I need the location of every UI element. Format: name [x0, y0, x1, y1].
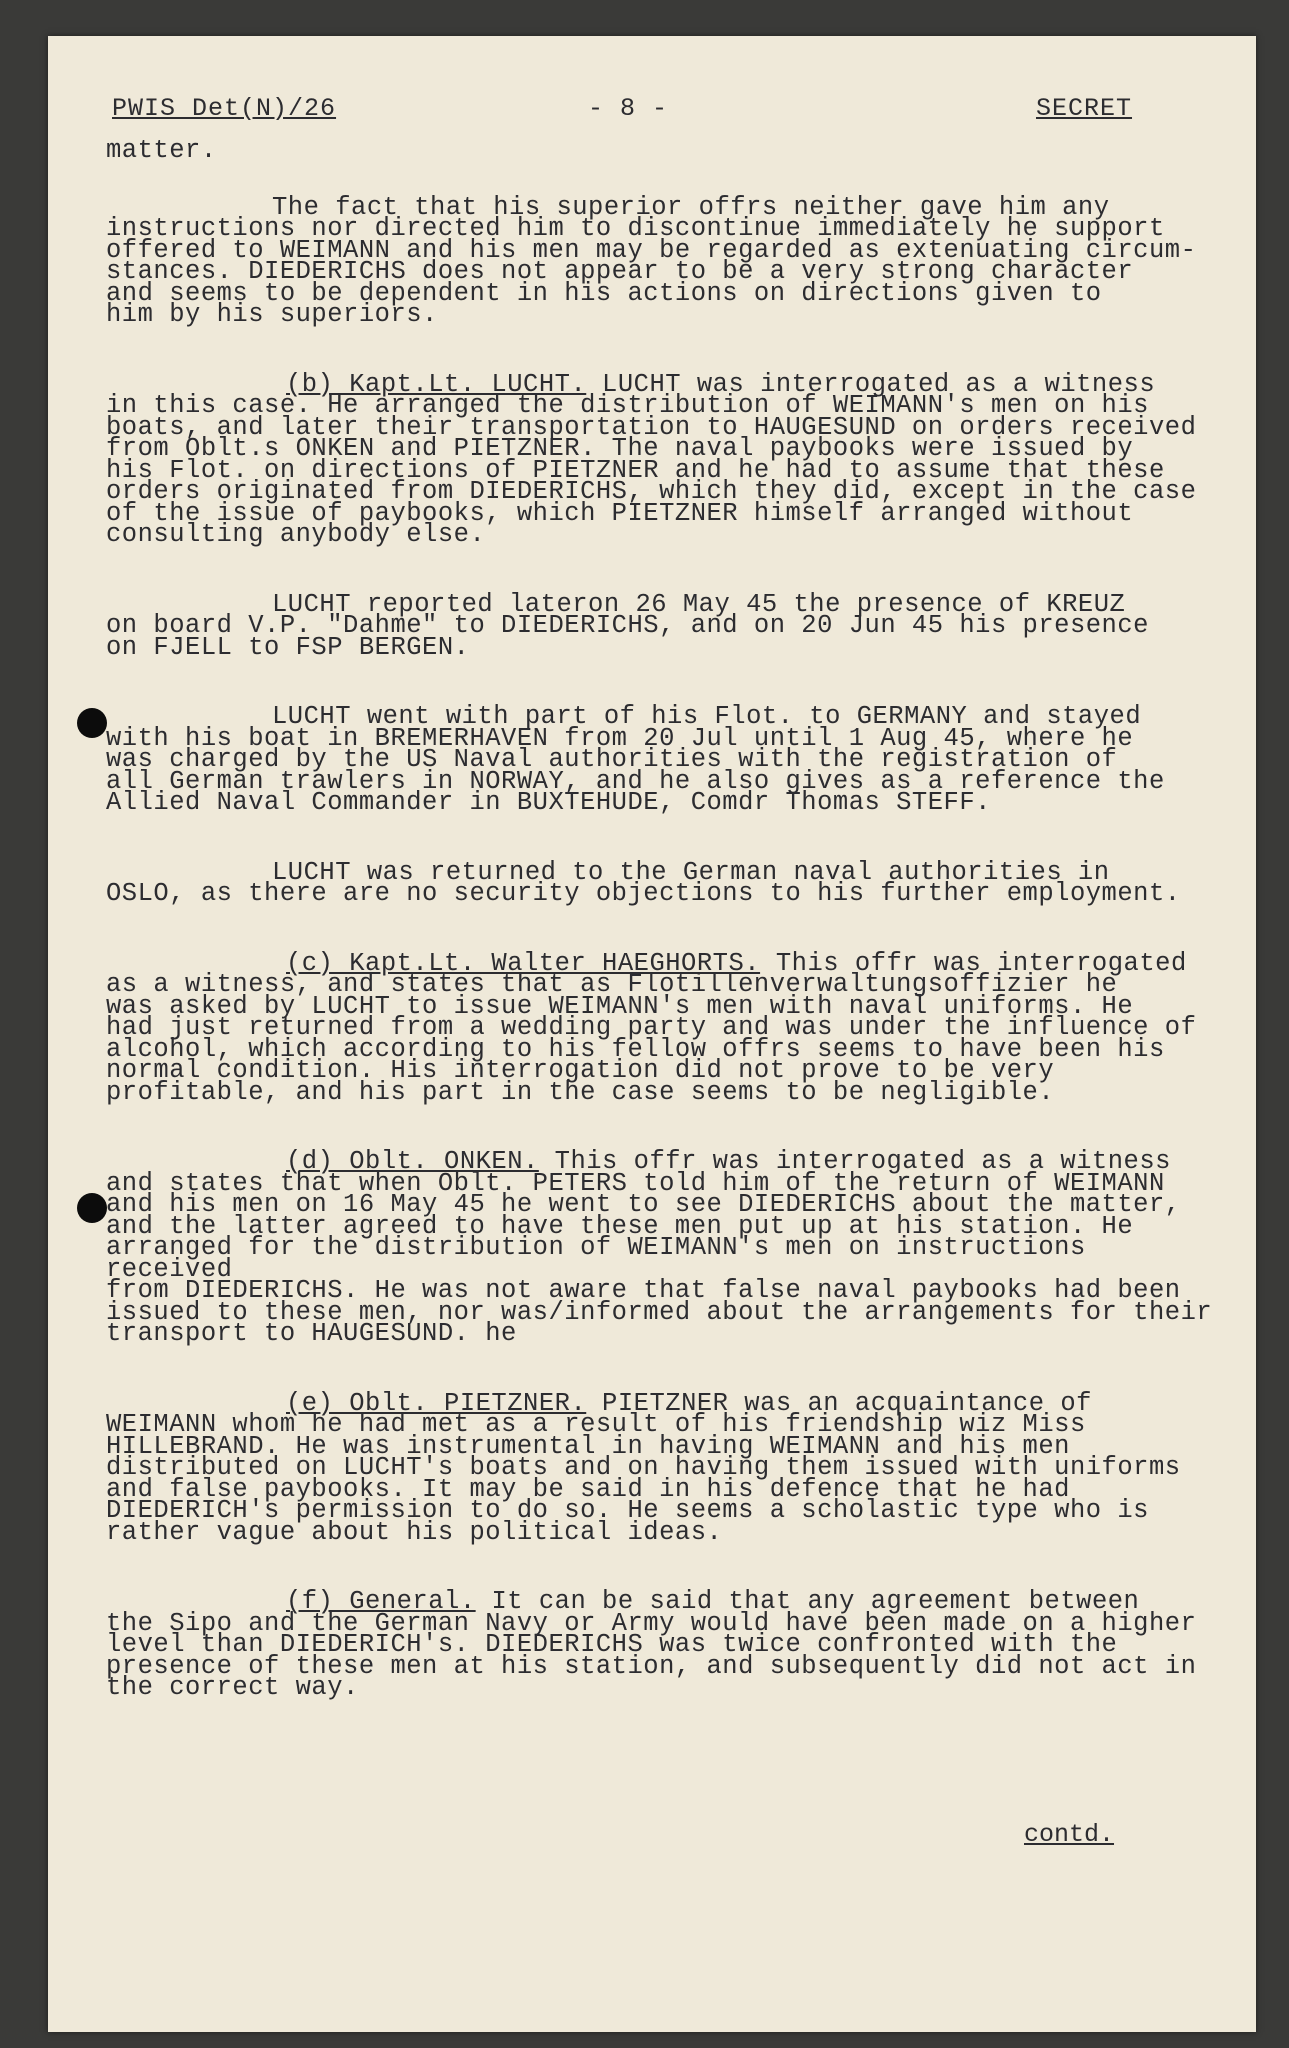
section-label-b: (b) Kapt.Lt. LUCHT.	[286, 369, 587, 399]
page-number: - 8 -	[588, 94, 669, 123]
paragraph-continuation: matter.	[106, 136, 217, 165]
continued-marker: contd.	[1024, 1820, 1115, 1849]
document-reference: PWIS Det(N)/26	[112, 94, 337, 123]
paragraph-d-onken: (d) Oblt. ONKEN. This offr was interrogated as a witness and states that when Oblt. PETERS told him of the return of WEIMANN and his men on 16 May 45 he went to see DIEDERICHS about the matter, and the latter agreed to have these men put up at his station. He arranged for the distribution of WEIMANN's men on instructions received from DIEDERICHS. He was not aware that false naval paybooks had been issued to these men, nor was/informed about the arrangements for their transport to HAUGESUND. he	[106, 1147, 1213, 1348]
classification-marking: SECRET	[1036, 94, 1133, 123]
section-label-d: (d) Oblt. ONKEN.	[286, 1147, 539, 1176]
paragraph-lucht-report: LUCHT reported lateron 26 May 45 the presence of KREUZ on board V.P. "Dahme" to DIEDERICHS, and on 20 Jun 45 his presence on FJELL to FSP BERGEN.	[106, 589, 1149, 662]
paragraph-lucht-germany: LUCHT went with part of his Flot. to GERMANY and stayed with his boat in BREMERHAVEN from 20 Jul until 1 Aug 45, where he was charged by the US Naval authorities with the registration of all German trawlers in NORWAY, and he also gives as a reference the Allied Naval Commander in BUXTEHUDE, Comdr Thomas STEFF.	[106, 702, 1165, 817]
section-label-f: (f) General.	[286, 1587, 476, 1616]
punch-hole	[77, 1193, 107, 1223]
paragraph-superior-offrs: The fact that his superior offrs neither gave him any instructions nor directed him to discontinue immediately he support offered to WEIMANN and his men may be regarded as extenuating circum- stances. DIEDERICHS does not appear to be a very strong character and seems to be dependent in his actions on directions given to him by his superiors.	[106, 192, 1197, 329]
paragraph-b-lucht: (b) Kapt.Lt. LUCHT. LUCHT was interrogated as a witness in this case. He arranged the distribution of WEIMANN's men on his boats, and later their transportation to HAUGESUND on orders received from Oblt.s ONKEN and PIETZNER. The naval paybooks were issued by his Flot. on directions of PIETZNER and he had to assume that these orders originated from DIEDERICHS, which they did, except in the case of the issue of paybooks, which PIETZNER himself arranged without consulting anybody else.	[106, 369, 1197, 549]
section-label-c: (c) Kapt.Lt. Walter HAEGHORTS.	[286, 948, 761, 978]
document-page	[48, 36, 1256, 2032]
paragraph-f-general: (f) General. It can be said that any agreement between the Sipo and the German Navy or Army would have been made on a higher level than DIEDERICH's. DIEDERICHS was twice confronted with the presence of these men at his station, and subsequently did not act in the correct way.	[106, 1587, 1197, 1702]
paragraph-lucht-returned: LUCHT was returned to the German naval authorities in OSLO, as there are no security objections to his further employment.	[106, 857, 1181, 908]
paragraph-c-haeghorts: (c) Kapt.Lt. Walter HAEGHORTS. This offr was interrogated as a witness, and states that as Flotillenverwaltungsoffizier he was asked by LUCHT to issue WEIMANN's men with naval uniforms. He had just returned from a wedding party and was under the influence of alcohol, which according to his fellow offrs seems to have been his normal condition. His interrogation did not prove to be very profitable, and his part in the case seems to be negligible.	[106, 948, 1197, 1107]
section-label-e: (e) Oblt. PIETZNER.	[286, 1388, 587, 1418]
document-body	[106, 136, 1216, 1747]
punch-hole	[77, 708, 107, 738]
paragraph-e-pietzner: (e) Oblt. PIETZNER. PIETZNER was an acquaintance of WEIMANN whom he had met as a result of his friendship wiz Miss HILLEBRAND. He was instrumental in having WEIMANN and his men distributed on LUCHT's boats and on having them issued with uniforms and false paybooks. It may be said in his defence that he had DIEDERICH's permission to do so. He seems a scholastic type who is rather vague about his political ideas.	[106, 1388, 1181, 1547]
